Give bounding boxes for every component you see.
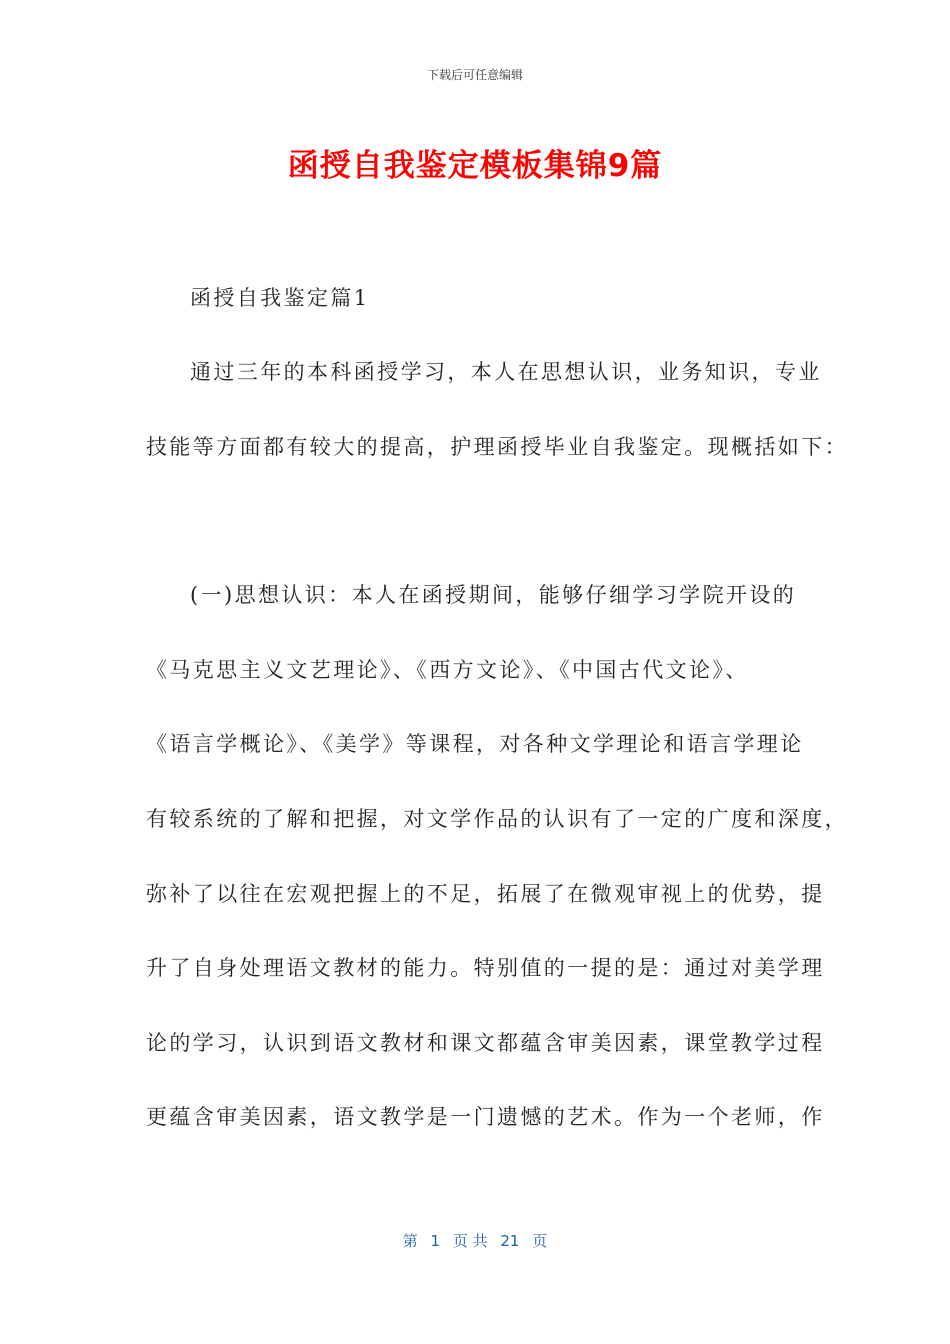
paragraph-line-1: 通过三年的本科函授学习，本人在思想认识，业务知识，专业 [190, 360, 822, 384]
footer-page-middle: 页 共 [452, 1232, 488, 1250]
footer-page-prefix: 第 [402, 1232, 418, 1250]
section-heading: 函授自我鉴定篇1 [190, 286, 370, 310]
footer-page-number: 1 [430, 1232, 441, 1250]
paragraph-line-10: 更蕴含审美因素，语文教学是一门遗憾的艺术。作为一个老师，作 [146, 1105, 825, 1129]
document-title: 函授自我鉴定模板集锦9篇 [287, 148, 663, 184]
paragraph-line-4: 《马克思主义文艺理论》、《西方文论》、《中国古代文论》、 [146, 658, 749, 682]
paragraph-line-5: 《语言学概论》、《美学》等课程，对各种文学理论和语言学理论 [146, 732, 804, 756]
paragraph-line-3: (一)思想认识：本人在函授期间，能够仔细学习学院开设的 [190, 583, 797, 607]
page-footer [0, 1230, 950, 1251]
paragraph-line-2: 技能等方面都有较大的提高，护理函授毕业自我鉴定。现概括如下： [146, 435, 848, 459]
paragraph-line-7: 弥补了以往在宏观把握上的不足，拓展了在微观审视上的优势，提 [146, 882, 825, 906]
footer-total-pages: 21 [500, 1232, 520, 1250]
paragraph-line-8: 升了自身处理语文教材的能力。特别值的一提的是：通过对美学理 [146, 956, 825, 980]
footer-page-suffix: 页 [532, 1232, 548, 1250]
header-note: 下载后可任意编辑 [426, 68, 523, 82]
paragraph-line-9: 论的学习，认识到语文教材和课文都蕴含审美因素，课堂教学过程 [146, 1031, 825, 1055]
paragraph-line-6: 有较系统的了解和把握，对文学作品的认识有了一定的广度和深度， [146, 807, 848, 831]
